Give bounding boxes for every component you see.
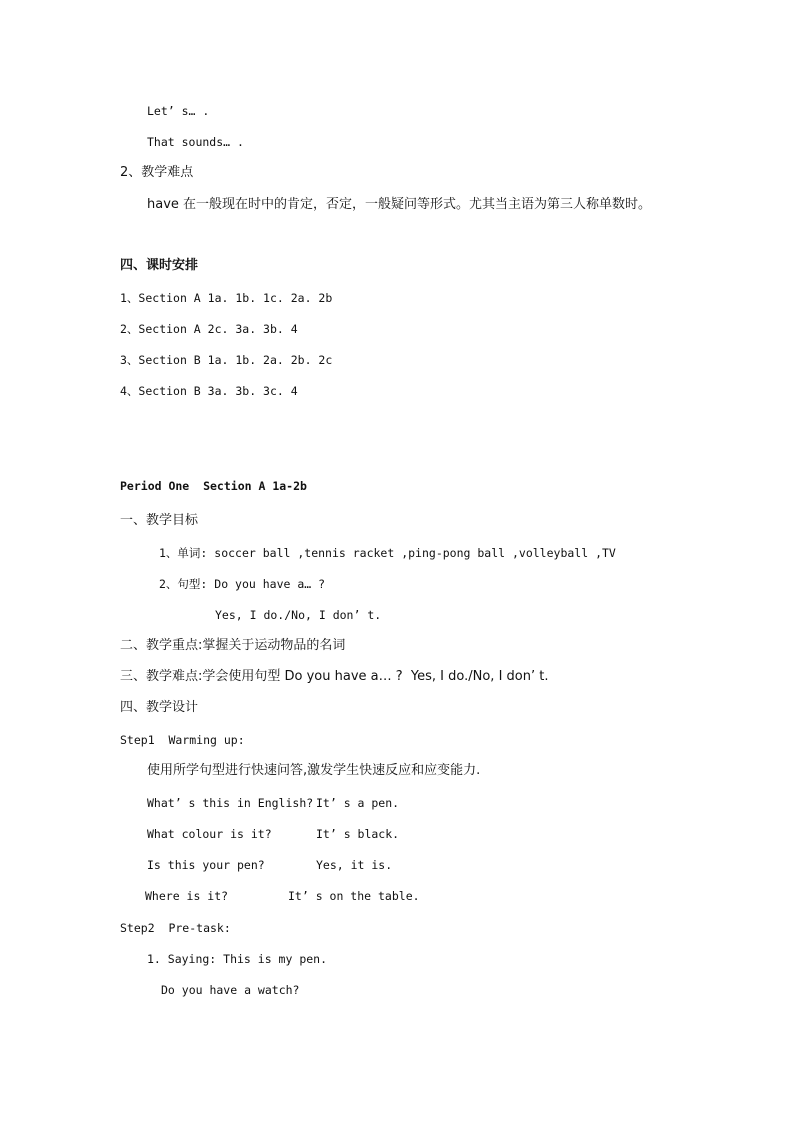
dialogue-question: What’ s this in English? xyxy=(147,796,314,810)
step-heading: Step1 Warming up: xyxy=(120,733,245,747)
dialogue-question: Is this your pen? xyxy=(147,858,265,872)
list-item: 4、Section B 3a. 3b. 3c. 4 xyxy=(120,384,298,398)
section-heading: 二、教学重点:掌握关于运动物品的名词 xyxy=(120,638,346,653)
text-line: 使用所学句型进行快速问答,激发学生快速反应和应变能力. xyxy=(147,763,481,778)
list-item: 2、Section A 2c. 3a. 3b. 4 xyxy=(120,322,298,336)
dialogue-question: Where is it? xyxy=(145,889,229,903)
text-line: 2、句型: Do you have a… ? xyxy=(159,577,326,591)
list-item: 1、Section A 1a. 1b. 1c. 2a. 2b xyxy=(120,291,333,305)
dialogue-answer: It’ s on the table. xyxy=(288,889,420,903)
period-title: Period One Section A 1a-2b xyxy=(120,479,307,493)
list-item: 3、Section B 1a. 1b. 2a. 2b. 2c xyxy=(120,353,333,367)
dialogue-question: What colour is it? xyxy=(147,827,272,841)
text-line: That sounds… . xyxy=(147,135,244,149)
text-line: 1. Saying: This is my pen. xyxy=(147,952,328,966)
section-heading: 三、教学难点:学会使用句型 Do you have a… ? Yes, I do./No, I don’ t. xyxy=(120,669,549,684)
step-heading: Step2 Pre-task: xyxy=(120,921,231,935)
text-line: Let’ s… . xyxy=(147,104,210,118)
section-heading: 四、课时安排 xyxy=(120,258,199,273)
section-heading: 2、教学难点 xyxy=(120,165,194,180)
section-heading: 一、教学目标 xyxy=(120,513,199,528)
dialogue-answer: It’ s a pen. xyxy=(316,796,400,810)
text-line: have 在一般现在时中的肯定，否定，一般疑问等形式。尤其当主语为第三人称单数时。 xyxy=(147,197,652,212)
dialogue-answer: It’ s black. xyxy=(316,827,400,841)
text-line: Do you have a watch? xyxy=(161,983,300,997)
section-heading: 四、教学设计 xyxy=(120,700,199,715)
text-line: 1、单词: soccer ball ,tennis racket ,ping-pong ball ,volleyball ,TV xyxy=(159,546,616,560)
dialogue-answer: Yes, it is. xyxy=(316,858,393,872)
text-line: Yes, I do./No, I don’ t. xyxy=(215,608,382,622)
